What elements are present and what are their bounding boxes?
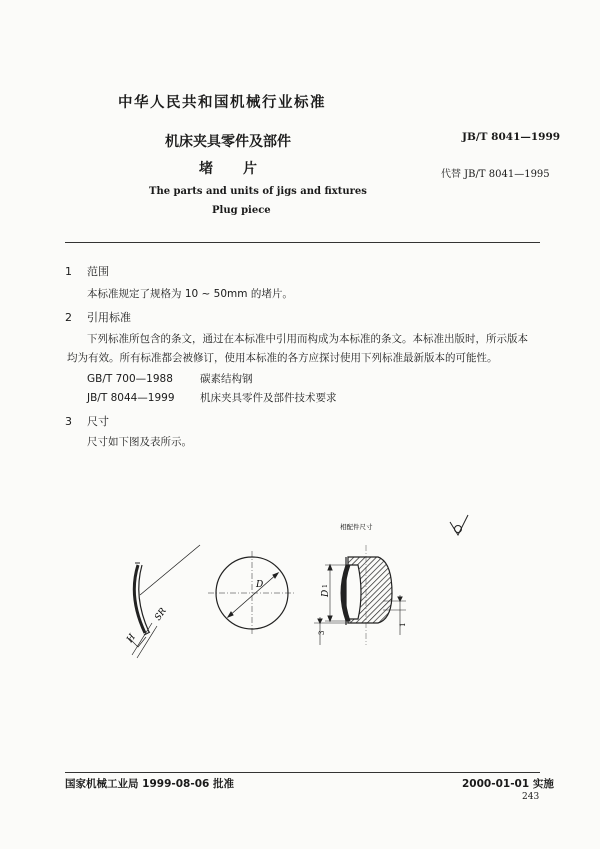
section-1-text: 本标准规定了规格为 10 ~ 50mm 的堵片。 [87,288,293,300]
reference-item [87,371,253,386]
section-2-heading [65,309,131,325]
title-zh-line2: 堵片 [199,161,287,177]
reference-item [87,390,337,405]
side-view [130,545,200,658]
title-zh-line1: 机床夹具零件及部件 [165,134,291,150]
issuing-body-header: 中华人民共和国机械行业标准 [118,95,326,111]
roughness-symbol-icon [450,515,468,535]
section-3-title: 尺寸 [87,415,109,428]
h1-label: 1 [399,622,407,627]
h3-label: 3 [318,630,326,635]
d1-subscript: 1 [322,584,329,588]
page-number: 243 [522,792,540,802]
implementation-date: 2000-01-01 实施 [462,778,554,790]
section-1-title: 范围 [87,265,109,278]
section-2-text-line2: 均为有效。所有标准都会被修订，使用本标准的各方应探讨使用下列标准最新版本的可能性。 [67,352,498,364]
top-view [208,551,296,635]
reference-title: 机床夹具零件及部件技术要求 [200,392,337,404]
section-1-number: 1 [65,265,72,278]
reference-code: GB/T 700—1988 [87,373,173,385]
title-en-line1: The parts and units of jigs and fixtures [149,186,367,197]
section-3-text: 尺寸如下图及表所示。 [87,436,192,448]
d-label: D [256,580,264,590]
section-2-text-line1: 下列标准所包含的条文，通过在本标准中引用而构成为本标准的条文。本标准出版时，所示版本 [87,333,528,345]
section-2-number: 2 [65,311,72,324]
standard-number: JB/T 8041—1999 [462,131,561,143]
reference-title: 碳素结构钢 [200,373,253,385]
reference-code: JB/T 8044—1999 [87,392,175,404]
header-divider [65,242,540,243]
plug-piece-drawing [100,505,500,665]
section-1-heading [65,263,109,279]
section-3-number: 3 [65,415,72,428]
sr-label: SR [153,606,169,623]
approval-info: 国家机械工业局 1999-08-06 批准 [65,778,234,790]
footer-divider [65,772,540,773]
h-label: H [125,632,138,645]
sr-leader [140,545,200,595]
replaces-standard: 代替 JB/T 8041—1995 [441,169,550,180]
section-3-heading [65,413,109,429]
d1-label: D [321,589,331,597]
section-2-title: 引用标准 [87,311,131,324]
mating-part-label: 相配件尺寸 [340,523,373,531]
title-en-line2: Plug piece [212,205,271,216]
